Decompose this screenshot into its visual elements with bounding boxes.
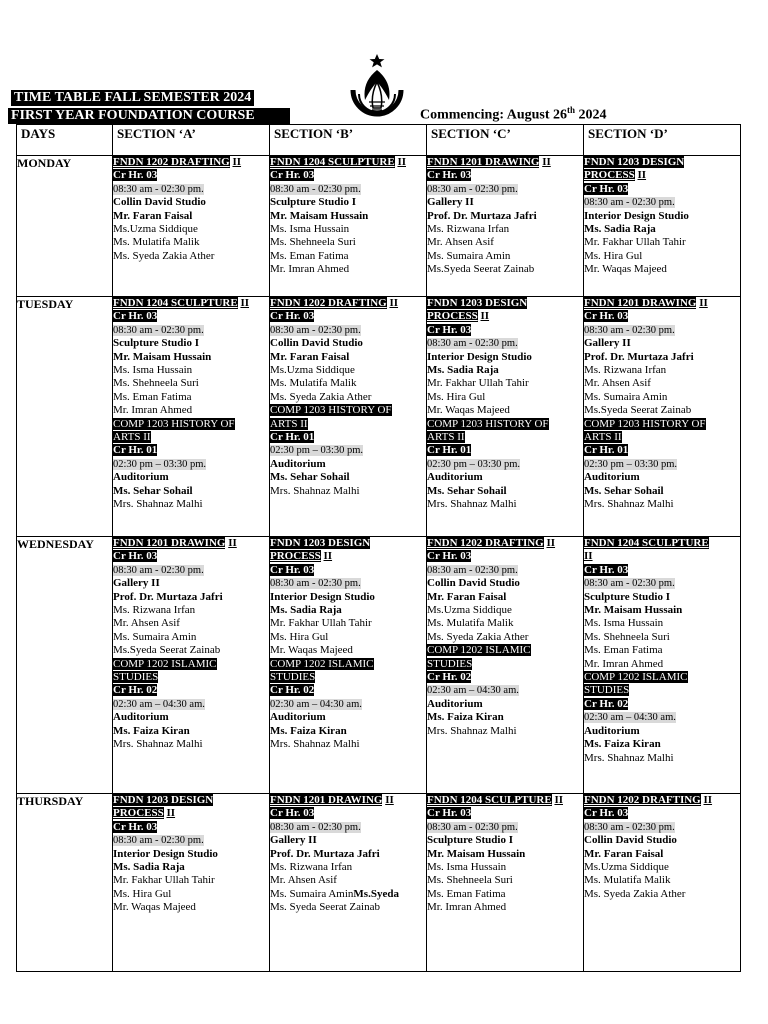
lead-instructor: Ms. Faiza Kiran [270, 724, 347, 737]
venue: Auditorium [584, 724, 640, 737]
instructor: Ms. Hira Gul [113, 887, 172, 900]
slot-wednesday-a: FNDN 1201 DRAWING II Cr Hr. 03 08:30 am - 02:30 pm. Gallery II Prof. Dr. Murtaza Jafri Ms. Rizwana Irfan Mr. Ahsen Asif Ms. Sumaira Amin Ms.Syeda Seerat Zainab COMP 1202 ISLAMIC STUDIES Cr Hr. 02 02:30 am – 04:30 am. Auditorium Ms. Faiza Kiran Mrs. Shahnaz Malhi [113, 537, 270, 794]
instructor: Ms. Sumaira Amin [113, 630, 197, 643]
venue: Interior Design Studio [270, 590, 375, 603]
slot-monday-b: FNDN 1204 SCULPTURE II Cr Hr. 03 08:30 am - 02:30 pm. Sculpture Studio I Mr. Maisam Hussain Ms. Isma Hussain Ms. Shehneela Suri Ms. Eman Fatima Mr. Imran Ahmed [270, 156, 427, 297]
class-time: 02:30 pm – 03:30 pm. [584, 458, 678, 470]
lead-instructor: Mr. Faran Faisal [427, 590, 507, 603]
credit-hours: Cr Hr. 03 [113, 820, 158, 833]
class-time: 02:30 am – 04:30 am. [113, 698, 205, 710]
slot-monday-a: FNDN 1202 DRAFTING II Cr Hr. 03 08:30 am - 02:30 pm. Collin David Studio Mr. Faran Faisal Ms.Uzma Siddique Ms. Mulatifa Malik Ms. Syeda Zakia Ather [113, 156, 270, 297]
course-name: STUDIES [270, 671, 316, 684]
instructor: Mr. Imran Ahmed [113, 404, 193, 417]
credit-hours: Cr Hr. 03 [270, 169, 315, 182]
instructor: Mrs. Shahnaz Malhi [427, 498, 517, 511]
instructor: Mrs. Shahnaz Malhi [113, 498, 203, 511]
venue: Collin David Studio [427, 577, 520, 590]
instructor: Ms. Syeda Zakia Ather [584, 887, 686, 900]
course-code: FNDN 1202 DRAFTING [270, 297, 387, 309]
venue: Sculpture Studio I [113, 337, 199, 350]
credit-hours: Cr Hr. 02 [427, 671, 472, 684]
instructor: Ms. Shehneela Suri [113, 377, 199, 390]
credit-hours: Cr Hr. 02 [584, 697, 629, 710]
lead-instructor: Mr. Maisam Hussain [270, 209, 369, 222]
slot-wednesday-b: FNDN 1203 DESIGN PROCESS II Cr Hr. 03 08:30 am - 02:30 pm. Interior Design Studio Ms. Sadia Raja Mr. Fakhar Ullah Tahir Ms. Hira Gul Mr. Waqas Majeed COMP 1202 ISLAMIC STUDIES Cr Hr. 02 02:30 am – 04:30 am. Auditorium Ms. Faiza Kiran Mrs. Shahnaz Malhi [270, 537, 427, 794]
class-time: 08:30 am - 02:30 pm. [584, 578, 675, 590]
venue: Sculpture Studio I [584, 590, 670, 603]
class-time: 08:30 am - 02:30 pm. [113, 835, 204, 847]
lead-instructor: Prof. Dr. Murtaza Jafri [113, 590, 223, 603]
instructor: Ms.Uzma Siddique [584, 861, 669, 874]
course-code: FNDN 1204 SCULPTURE [270, 156, 395, 168]
course-name: PROCESS [427, 310, 478, 323]
course-code: FNDN 1201 DRAWING [584, 297, 697, 309]
course-code: FNDN 1201 DRAWING [270, 794, 383, 806]
class-time: 08:30 am - 02:30 pm. [113, 324, 204, 336]
instructor: Ms. Rizwana Irfan [427, 223, 510, 236]
credit-hours: Cr Hr. 03 [113, 310, 158, 323]
row-wednesday [17, 537, 741, 794]
instructor: Mr. Fakhar Ullah Tahir [113, 874, 215, 887]
slot-monday-d: FNDN 1203 DESIGN PROCESS II Cr Hr. 03 08:30 am - 02:30 pm. Interior Design Studio Ms. Sadia Raja Mr. Fakhar Ullah Tahir Ms. Hira Gul Mr. Waqas Majeed [584, 156, 741, 297]
course-name: STUDIES [584, 684, 630, 697]
slot-tuesday-c: FNDN 1203 DESIGN PROCESS II Cr Hr. 03 08:30 am - 02:30 pm. Interior Design Studio Ms. Sadia Raja Mr. Fakhar Ullah Tahir Ms. Hira Gul Mr. Waqas Majeed COMP 1203 HISTORY OF ARTS II Cr Hr. 01 02:30 pm – 03:30 pm. Auditorium Ms. Sehar Sohail Mrs. Shahnaz Malhi [427, 297, 584, 537]
instructor: Ms. Eman Fatima [584, 644, 663, 657]
instructor: Ms.Uzma Siddique [113, 223, 198, 236]
instructor: Mr. Imran Ahmed [584, 657, 664, 670]
commencing-date: Commencing: August 26th 2024 [420, 105, 607, 123]
instructor: Ms.Uzma Siddique [270, 364, 355, 377]
day-label: MONDAY [17, 156, 113, 297]
course-name: ARTS II [427, 431, 465, 444]
instructor: Ms. Sumaira AminMs.Syeda [270, 887, 399, 900]
credit-hours: Cr Hr. 03 [427, 807, 472, 820]
course-code: COMP 1203 HISTORY OF [427, 417, 549, 430]
course-code: FNDN 1203 DESIGN [427, 297, 528, 309]
course-code: FNDN 1201 DRAWING [113, 537, 226, 549]
slot-wednesday-d: FNDN 1204 SCULPTURE II Cr Hr. 03 08:30 am - 02:30 pm. Sculpture Studio I Mr. Maisam Hussain Ms. Isma Hussain Ms. Shehneela Suri Ms. Eman Fatima Mr. Imran Ahmed COMP 1202 ISLAMIC STUDIES Cr Hr. 02 02:30 am – 04:30 am. Auditorium Ms. Faiza Kiran Mrs. Shahnaz Malhi [584, 537, 741, 794]
instructor: Ms. Isma Hussain [113, 364, 193, 377]
header-row [17, 125, 741, 156]
credit-hours: Cr Hr. 03 [584, 807, 629, 820]
credit-hours: Cr Hr. 03 [270, 807, 315, 820]
slot-monday-c: FNDN 1201 DRAWING II Cr Hr. 03 08:30 am - 02:30 pm. Gallery II Prof. Dr. Murtaza Jafri Ms. Rizwana Irfan Mr. Ahsen Asif Ms. Sumaira Amin Ms.Syeda Seerat Zainab [427, 156, 584, 297]
slot-thursday-a: FNDN 1203 DESIGN PROCESS II Cr Hr. 03 08:30 am - 02:30 pm. Interior Design Studio Ms. Sadia Raja Mr. Fakhar Ullah Tahir Ms. Hira Gul Mr. Waqas Majeed [113, 794, 270, 972]
course-code: FNDN 1204 SCULPTURE [584, 537, 709, 549]
venue: Collin David Studio [270, 337, 363, 350]
instructor: Ms. Shehneela Suri [270, 236, 356, 249]
venue: Sculpture Studio I [270, 196, 356, 209]
lead-instructor: Prof. Dr. Murtaza Jafri [270, 847, 380, 860]
venue: Collin David Studio [113, 196, 206, 209]
class-time: 08:30 am - 02:30 pm. [113, 564, 204, 576]
course-title: FIRST YEAR FOUNDATION COURSE [8, 108, 290, 124]
instructor: Ms. Isma Hussain [270, 223, 350, 236]
instructor: Mr. Imran Ahmed [270, 263, 350, 276]
venue: Gallery II [427, 196, 474, 209]
class-time: 02:30 pm – 03:30 pm. [113, 458, 207, 470]
credit-hours: Cr Hr. 03 [584, 310, 629, 323]
lead-instructor: Ms. Sehar Sohail [113, 484, 193, 497]
class-time: 08:30 am - 02:30 pm. [427, 183, 518, 195]
venue: Auditorium [113, 711, 169, 724]
instructor: Ms. Isma Hussain [427, 861, 507, 874]
lead-instructor: Ms. Sadia Raja [113, 861, 185, 874]
venue: Gallery II [113, 577, 160, 590]
instructor: Mr. Waqas Majeed [270, 644, 353, 657]
venue: Gallery II [270, 834, 317, 847]
course-code: FNDN 1203 DESIGN [113, 794, 214, 806]
slot-thursday-b: FNDN 1201 DRAWING II Cr Hr. 03 08:30 am - 02:30 pm. Gallery II Prof. Dr. Murtaza Jafri Ms. Rizwana Irfan Mr. Ahsen Asif Ms. Sumaira AminMs.Syeda Ms. Syeda Seerat Zainab [270, 794, 427, 972]
day-label: WEDNESDAY [17, 537, 113, 794]
class-time: 08:30 am - 02:30 pm. [270, 183, 361, 195]
venue: Auditorium [584, 471, 640, 484]
instructor: Ms. Shehneela Suri [427, 874, 513, 887]
venue: Gallery II [584, 337, 631, 350]
instructor: Mr. Ahsen Asif [584, 377, 651, 390]
venue: Sculpture Studio I [427, 834, 513, 847]
instructor: Mrs. Shahnaz Malhi [270, 484, 360, 497]
instructor: Ms. Rizwana Irfan [113, 604, 196, 617]
instructor: Mr. Fakhar Ullah Tahir [584, 236, 686, 249]
venue: Auditorium [427, 471, 483, 484]
instructor: Ms. Syeda Seerat Zainab [270, 901, 380, 914]
slot-tuesday-d: FNDN 1201 DRAWING II Cr Hr. 03 08:30 am - 02:30 pm. Gallery II Prof. Dr. Murtaza Jafri Ms. Rizwana Irfan Mr. Ahsen Asif Ms. Sumaira Amin Ms.Syeda Seerat Zainab COMP 1203 HISTORY OF ARTS II Cr Hr. 01 02:30 pm – 03:30 pm. Auditorium Ms. Sehar Sohail Mrs. Shahnaz Malhi [584, 297, 741, 537]
timetable-title: TIME TABLE FALL SEMESTER 2024 [11, 90, 254, 106]
lead-instructor: Prof. Dr. Murtaza Jafri [427, 209, 537, 222]
instructor: Ms.Syeda Seerat Zainab [584, 404, 692, 417]
course-code: COMP 1203 HISTORY OF [113, 417, 235, 430]
credit-hours: Cr Hr. 03 [584, 182, 629, 195]
course-code: FNDN 1203 DESIGN [270, 537, 371, 549]
instructor: Mr. Waqas Majeed [427, 404, 510, 417]
instructor: Ms. Syeda Zakia Ather [427, 630, 529, 643]
class-time: 02:30 am – 04:30 am. [270, 698, 362, 710]
instructor: Mrs. Shahnaz Malhi [427, 724, 517, 737]
instructor: Ms. Eman Fatima [270, 249, 349, 262]
instructor: Mrs. Shahnaz Malhi [584, 498, 674, 511]
course-code: COMP 1203 HISTORY OF [270, 404, 392, 417]
course-name: PROCESS [270, 550, 321, 563]
slot-thursday-d: FNDN 1202 DRAFTING II Cr Hr. 03 08:30 am - 02:30 pm. Collin David Studio Mr. Faran Faisal Ms.Uzma Siddique Ms. Mulatifa Malik Ms. Syeda Zakia Ather [584, 794, 741, 972]
course-name: STUDIES [427, 657, 473, 670]
course-code: FNDN 1203 DESIGN [584, 156, 685, 168]
instructor: Mrs. Shahnaz Malhi [584, 751, 674, 764]
lead-instructor: Ms. Faiza Kiran [427, 711, 504, 724]
instructor: Ms.Syeda Seerat Zainab [427, 263, 535, 276]
course-code: COMP 1203 HISTORY OF [584, 417, 706, 430]
course-code: COMP 1202 ISLAMIC [270, 657, 374, 670]
instructor: Ms. Rizwana Irfan [584, 364, 667, 377]
row-monday [17, 156, 741, 297]
column-header-days: DAYS [17, 125, 113, 156]
slot-wednesday-c: FNDN 1202 DRAFTING II Cr Hr. 03 08:30 am - 02:30 pm. Collin David Studio Mr. Faran Faisal Ms.Uzma Siddique Ms. Mulatifa Malik Ms. Syeda Zakia Ather COMP 1202 ISLAMIC STUDIES Cr Hr. 02 02:30 am – 04:30 am. Auditorium Ms. Faiza Kiran Mrs. Shahnaz Malhi [427, 537, 584, 794]
instructor: Ms.Syeda Seerat Zainab [113, 644, 221, 657]
instructor: Mrs. Shahnaz Malhi [113, 738, 203, 751]
venue: Auditorium [113, 471, 169, 484]
course-code: COMP 1202 ISLAMIC [427, 644, 531, 657]
column-header-section-d: SECTION ‘D’ [584, 125, 741, 156]
course-code: FNDN 1202 DRAFTING [427, 537, 544, 549]
timetable [16, 124, 741, 972]
instructor: Ms. Mulatifa Malik [427, 617, 514, 630]
class-time: 08:30 am - 02:30 pm. [427, 564, 518, 576]
course-code: FNDN 1202 DRAFTING [584, 794, 701, 806]
class-time: 08:30 am - 02:30 pm. [113, 183, 204, 195]
instructor: Ms. Syeda Zakia Ather [270, 390, 372, 403]
instructor: Ms.Uzma Siddique [427, 604, 512, 617]
credit-hours: Cr Hr. 02 [113, 684, 158, 697]
venue: Auditorium [427, 697, 483, 710]
class-time: 08:30 am - 02:30 pm. [584, 821, 675, 833]
lead-instructor: Ms. Sehar Sohail [270, 471, 350, 484]
column-header-section-b: SECTION ‘B’ [270, 125, 427, 156]
course-name: PROCESS [113, 807, 164, 820]
credit-hours: Cr Hr. 01 [113, 444, 158, 457]
instructor: Mr. Ahsen Asif [427, 236, 494, 249]
lead-instructor: Ms. Faiza Kiran [113, 724, 190, 737]
venue: Auditorium [270, 711, 326, 724]
course-name: ARTS II [584, 431, 622, 444]
lead-instructor: Prof. Dr. Murtaza Jafri [584, 350, 694, 363]
class-time: 08:30 am - 02:30 pm. [270, 324, 361, 336]
class-time: 08:30 am - 02:30 pm. [584, 197, 675, 209]
lead-instructor: Ms. Sadia Raja [584, 223, 656, 236]
venue: Interior Design Studio [427, 350, 532, 363]
instructor: Mr. Fakhar Ullah Tahir [270, 617, 372, 630]
class-time: 02:30 am – 04:30 am. [427, 685, 519, 697]
instructor: Ms. Hira Gul [427, 390, 486, 403]
credit-hours: Cr Hr. 03 [113, 550, 158, 563]
course-code: FNDN 1204 SCULPTURE [113, 297, 238, 309]
instructor: Ms. Mulatifa Malik [113, 236, 200, 249]
column-header-section-c: SECTION ‘C’ [427, 125, 584, 156]
class-time: 08:30 am - 02:30 pm. [270, 578, 361, 590]
instructor: Mr. Ahsen Asif [270, 874, 337, 887]
row-thursday [17, 794, 741, 972]
lead-instructor: Mr. Maisam Hussain [427, 847, 526, 860]
instructor: Ms. Mulatifa Malik [584, 874, 671, 887]
slot-tuesday-a: FNDN 1204 SCULPTURE II Cr Hr. 03 08:30 am - 02:30 pm. Sculpture Studio I Mr. Maisam Hussain Ms. Isma Hussain Ms. Shehneela Suri Ms. Eman Fatima Mr. Imran Ahmed COMP 1203 HISTORY OF ARTS II Cr Hr. 01 02:30 pm – 03:30 pm. Auditorium Ms. Sehar Sohail Mrs. Shahnaz Malhi [113, 297, 270, 537]
lead-instructor: Mr. Maisam Hussain [584, 604, 683, 617]
instructor: Mr. Fakhar Ullah Tahir [427, 377, 529, 390]
class-time: 02:30 pm – 03:30 pm. [270, 445, 364, 457]
slot-thursday-c: FNDN 1204 SCULPTURE II Cr Hr. 03 08:30 am - 02:30 pm. Sculpture Studio I Mr. Maisam Hussain Ms. Isma Hussain Ms. Shehneela Suri Ms. Eman Fatima Mr. Imran Ahmed [427, 794, 584, 972]
course-name: PROCESS [584, 169, 635, 182]
venue: Interior Design Studio [584, 209, 689, 222]
lead-instructor: Mr. Faran Faisal [270, 350, 350, 363]
instructor: Ms. Sumaira Amin [584, 390, 668, 403]
instructor: Mr. Waqas Majeed [113, 901, 196, 914]
lead-instructor: Ms. Faiza Kiran [584, 738, 661, 751]
course-name: STUDIES [113, 671, 159, 684]
instructor: Ms. Sumaira Amin [427, 249, 511, 262]
credit-hours: Cr Hr. 01 [270, 431, 315, 444]
instructor: Ms. Isma Hussain [584, 617, 664, 630]
instructor: Ms. Rizwana Irfan [270, 861, 353, 874]
course-code: FNDN 1204 SCULPTURE [427, 794, 552, 806]
venue: Interior Design Studio [113, 847, 218, 860]
lead-instructor: Mr. Maisam Hussain [113, 350, 212, 363]
credit-hours: Cr Hr. 03 [427, 169, 472, 182]
lead-instructor: Mr. Faran Faisal [584, 847, 664, 860]
lead-instructor: Ms. Sehar Sohail [584, 484, 664, 497]
instructor: Ms. Syeda Zakia Ather [113, 249, 215, 262]
instructor: Ms. Eman Fatima [113, 390, 192, 403]
class-time: 08:30 am - 02:30 pm. [427, 338, 518, 350]
class-time: 08:30 am - 02:30 pm. [427, 821, 518, 833]
credit-hours: Cr Hr. 03 [270, 310, 315, 323]
class-time: 02:30 pm – 03:30 pm. [427, 458, 521, 470]
credit-hours: Cr Hr. 03 [113, 169, 158, 182]
credit-hours: Cr Hr. 02 [270, 684, 315, 697]
day-label: THURSDAY [17, 794, 113, 972]
credit-hours: Cr Hr. 01 [427, 444, 472, 457]
credit-hours: Cr Hr. 01 [584, 444, 629, 457]
instructor: Ms. Hira Gul [584, 249, 643, 262]
lead-instructor: Ms. Sadia Raja [270, 604, 342, 617]
course-code: COMP 1202 ISLAMIC [113, 657, 217, 670]
instructor: Ms. Shehneela Suri [584, 630, 670, 643]
venue: Auditorium [270, 457, 326, 470]
column-header-section-a: SECTION ‘A’ [113, 125, 270, 156]
credit-hours: Cr Hr. 03 [427, 550, 472, 563]
instructor: Mr. Ahsen Asif [113, 617, 180, 630]
class-time: 08:30 am - 02:30 pm. [584, 324, 675, 336]
instructor: Mr. Imran Ahmed [427, 901, 507, 914]
course-name: ARTS II [113, 431, 151, 444]
row-tuesday [17, 297, 741, 537]
instructor: Ms. Eman Fatima [427, 887, 506, 900]
day-label: TUESDAY [17, 297, 113, 537]
title-block [8, 88, 290, 124]
class-time: 02:30 am – 04:30 am. [584, 712, 676, 724]
instructor: Ms. Mulatifa Malik [270, 377, 357, 390]
lead-instructor: Ms. Sehar Sohail [427, 484, 507, 497]
course-code: FNDN 1202 DRAFTING [113, 156, 230, 168]
class-time: 08:30 am - 02:30 pm. [270, 821, 361, 833]
venue: Collin David Studio [584, 834, 677, 847]
instructor: Mr. Waqas Majeed [584, 263, 667, 276]
instructor: Mrs. Shahnaz Malhi [270, 738, 360, 751]
university-logo-icon [343, 52, 411, 124]
credit-hours: Cr Hr. 03 [584, 563, 629, 576]
lead-instructor: Ms. Sadia Raja [427, 364, 499, 377]
credit-hours: Cr Hr. 03 [427, 323, 472, 336]
lead-instructor: Mr. Faran Faisal [113, 209, 193, 222]
instructor: Ms. Hira Gul [270, 630, 329, 643]
course-name: ARTS II [270, 417, 308, 430]
course-code: COMP 1202 ISLAMIC [584, 671, 688, 684]
credit-hours: Cr Hr. 03 [270, 563, 315, 576]
slot-tuesday-b: FNDN 1202 DRAFTING II Cr Hr. 03 08:30 am - 02:30 pm. Collin David Studio Mr. Faran Faisal Ms.Uzma Siddique Ms. Mulatifa Malik Ms. Syeda Zakia Ather COMP 1203 HISTORY OF ARTS II Cr Hr. 01 02:30 pm – 03:30 pm. Auditorium Ms. Sehar Sohail Mrs. Shahnaz Malhi [270, 297, 427, 537]
course-code: FNDN 1201 DRAWING [427, 156, 540, 168]
